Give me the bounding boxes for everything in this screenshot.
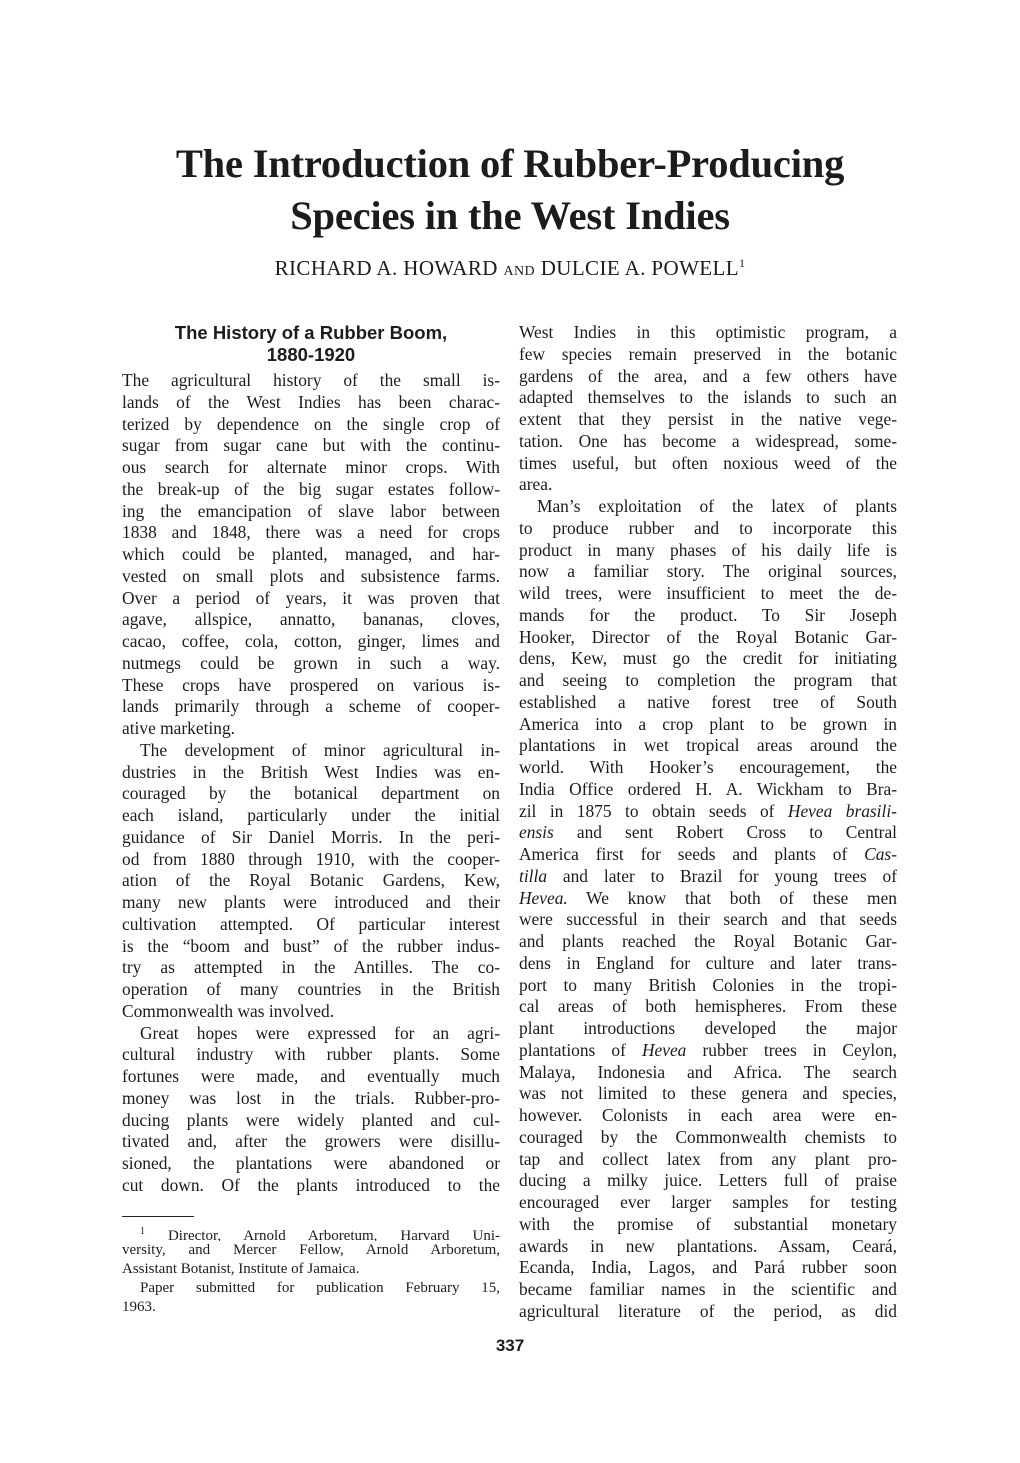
left-column-body	[122, 370, 500, 1197]
text-line: established a native forest tree of South	[519, 691, 897, 712]
text-run: and later to Brazil for young trees of	[562, 865, 897, 886]
text-line: adapted themselves to the islands to such an	[519, 387, 897, 408]
text-line: Commonwealth was involved.	[122, 1000, 335, 1021]
text-line: try as attempted in the Antilles. The co-	[122, 957, 500, 978]
text-line: India Office ordered H. A. Wickham to Bra-	[519, 778, 897, 799]
text-line: nutmegs could be grown in such a way.	[122, 652, 500, 673]
species-name: tilla	[519, 865, 548, 886]
text-line: became familiar names in the scientific and	[519, 1279, 897, 1299]
text-line: cultural industry with rubber plants. Some	[122, 1044, 500, 1065]
text-line: wild trees, were insufficient to meet the de-	[519, 583, 897, 603]
text-line: dens in England for culture and later trans-	[519, 952, 897, 973]
text-line: couraged by the botanical department on	[122, 783, 500, 804]
text-line: few species remain preserved in the botanic	[519, 343, 897, 364]
text-line: world. With Hooker’s encouragement, the	[519, 757, 897, 777]
text-line: agricultural literature of the period, as did	[519, 1300, 897, 1321]
text-line: was not limited to these genera and species,	[519, 1083, 897, 1104]
author-footnote-mark: 1	[738, 256, 746, 270]
text-line	[519, 844, 897, 866]
text-line: cacao, coffee, cola, cotton, ginger, limes and	[122, 631, 500, 651]
text-line: Over a period of years, it was proven that	[122, 587, 500, 608]
species-name: Hevea brasili-	[787, 800, 897, 821]
text-line: cut down. Of the plants introduced to the	[122, 1174, 500, 1195]
text-run: We know that both of these men	[586, 887, 897, 908]
text-run: zil in 1875 to obtain seeds of	[519, 800, 775, 821]
text-line: money was lost in the trials. Rubber-pro-	[122, 1087, 500, 1108]
species-name: Hevea	[641, 1039, 687, 1060]
text-run: Director, Arnold Arboretum, Harvard Uni-	[167, 1228, 500, 1241]
text-line: now a familiar story. The original sources,	[519, 561, 897, 582]
text-line: to produce rubber and to incorporate this	[519, 517, 897, 538]
section-heading-line-1: The History of a Rubber Boom,	[174, 322, 448, 343]
text-line: awards in new plantations. Assam, Ceará,	[519, 1235, 897, 1256]
text-line: Malaya, Indonesia and Africa. The search	[519, 1061, 897, 1082]
text-line: operation of many countries in the British	[122, 979, 500, 999]
text-run: and sent Robert Cross to Central	[576, 822, 897, 843]
text-line: ing the emancipation of slave labor between	[122, 500, 500, 521]
text-line: ducing a milky juice. Letters full of praise	[519, 1170, 897, 1191]
text-line: plantations in wet tropical areas around the	[519, 735, 897, 756]
text-line: Man’s exploitation of the latex of plants	[537, 496, 897, 516]
text-line: mands for the product. To Sir Joseph	[519, 604, 897, 625]
text-line: The development of minor agricultural in-	[140, 739, 500, 760]
text-line: extent that they persist in the native vege-	[519, 409, 897, 429]
text-line: plant introductions developed the major	[519, 1018, 897, 1038]
text-run: rubber trees in Ceylon,	[702, 1039, 897, 1060]
text-line: were successful in their search and that seeds	[519, 909, 897, 930]
text-run: plantations of	[519, 1039, 626, 1060]
text-line: America into a crop plant to be grown in	[519, 713, 897, 734]
author-conjunction: AND	[503, 264, 536, 279]
footnote-line: Assistant Botanist, Institute of Jamaica.	[122, 1261, 360, 1277]
text-line: Ecanda, India, Lagos, and Pará rubber soon	[519, 1257, 897, 1278]
text-line: port to many British Colonies in the tropi-	[519, 974, 897, 995]
text-line: each island, particularly under the initial	[122, 805, 500, 825]
right-column	[519, 322, 897, 1323]
text-line: couraged by the Commonwealth chemists to	[519, 1126, 897, 1147]
text-line: 1838 and 1848, there was a need for crops	[122, 522, 500, 543]
footnote-line: 1963.	[122, 1299, 156, 1315]
section-heading-line-2: 1880-1920	[266, 344, 356, 365]
species-name: Hevea.	[519, 887, 568, 908]
text-line: and plants reached the Royal Botanic Gar-	[519, 931, 897, 951]
text-line: cultivation attempted. Of particular interest	[122, 913, 500, 934]
species-name: ensis	[519, 822, 554, 843]
footnote-divider	[122, 1216, 194, 1217]
text-line	[519, 866, 897, 888]
text-line: sugar from sugar cane but with the continu-	[122, 435, 500, 456]
footnotes	[122, 1222, 500, 1317]
text-line: and seeing to completion the program that	[519, 670, 897, 690]
text-line: West Indies in this optimistic program, a	[519, 322, 897, 342]
text-line: agave, allspice, annatto, bananas, cloves,	[122, 609, 500, 630]
text-line: guidance of Sir Daniel Morris. In the peri-	[122, 826, 500, 847]
author-1: RICHARD A. HOWARD	[274, 256, 498, 280]
text-line: The agricultural history of the small is-	[122, 370, 500, 390]
text-line: times useful, but often noxious weed of the	[519, 452, 897, 473]
footnote-mark: 1	[140, 1226, 145, 1237]
text-line: fortunes were made, and eventually much	[122, 1066, 500, 1086]
text-line: cal areas of both hemispheres. From these	[519, 996, 897, 1017]
text-line: is the “boom and bust” of the rubber indus-	[122, 935, 500, 956]
footnote-line: Paper submitted for publication February 15,	[140, 1280, 500, 1296]
text-line: product in many phases of his daily life is	[519, 539, 897, 560]
text-line: Great hopes were expressed for an agri-	[140, 1022, 500, 1043]
text-line	[519, 822, 897, 844]
text-line	[519, 801, 897, 823]
text-line	[519, 888, 897, 910]
text-line: lands primarily through a scheme of cooper-	[122, 696, 500, 717]
text-line: terized by dependence on the single crop of	[122, 413, 500, 434]
text-line: These crops have prospered on various is-	[122, 674, 500, 695]
text-line	[519, 1040, 897, 1062]
text-line: ducing plants were widely planted and cul-	[122, 1109, 500, 1130]
text-line: however. Colonists in each area were en-	[519, 1105, 897, 1125]
text-line: lands of the West Indies has been charac-	[122, 391, 500, 412]
author-2: DULCIE A. POWELL	[540, 256, 739, 280]
text-line: ative marketing.	[122, 718, 235, 738]
text-line: tap and collect latex from any plant pro-	[519, 1148, 897, 1169]
text-line: encouraged ever larger samples for testing	[519, 1192, 897, 1212]
text-line: ation of the Royal Botanic Gardens, Kew,	[122, 870, 500, 891]
left-column	[122, 322, 500, 1197]
text-run: America first for seeds and plants of	[519, 844, 848, 864]
text-line: dens, Kew, must go the credit for initiating	[519, 648, 897, 669]
text-line: area.	[519, 474, 553, 495]
text-line: ous search for alternate minor crops. With	[122, 457, 500, 477]
text-line: od from 1880 through 1910, with the cooper-	[122, 848, 500, 869]
text-line: tivated and, after the growers were disillu-	[122, 1131, 500, 1152]
page-number: 337	[495, 1336, 525, 1355]
section-heading	[122, 322, 500, 366]
footnote-line	[122, 1222, 500, 1241]
text-line: the break-up of the big sugar estates follow-	[122, 478, 500, 499]
text-line: gardens of the area, and a few others have	[519, 365, 897, 386]
text-line: which could be planted, managed, and har-	[122, 544, 500, 564]
author-byline	[0, 256, 1020, 281]
footnote-line: versity, and Mercer Fellow, Arnold Arboretum,	[122, 1242, 500, 1258]
species-name: Cas-	[864, 844, 897, 864]
article-title	[0, 138, 1020, 242]
text-line: vested on small plots and subsistence farms.	[122, 565, 500, 586]
article-title-line-1: The Introduction of Rubber-Producing	[175, 141, 845, 186]
text-line: tation. One has become a widespread, some-	[519, 430, 897, 451]
text-line: sioned, the plantations were abandoned or	[122, 1153, 500, 1173]
text-line: with the promise of substantial monetary	[519, 1213, 897, 1234]
text-line: many new plants were introduced and their	[122, 892, 500, 912]
text-line: Hooker, Director of the Royal Botanic Gar-	[519, 626, 897, 647]
article-title-line-2: Species in the West Indies	[290, 193, 730, 238]
text-line: dustries in the British West Indies was en-	[122, 761, 500, 782]
